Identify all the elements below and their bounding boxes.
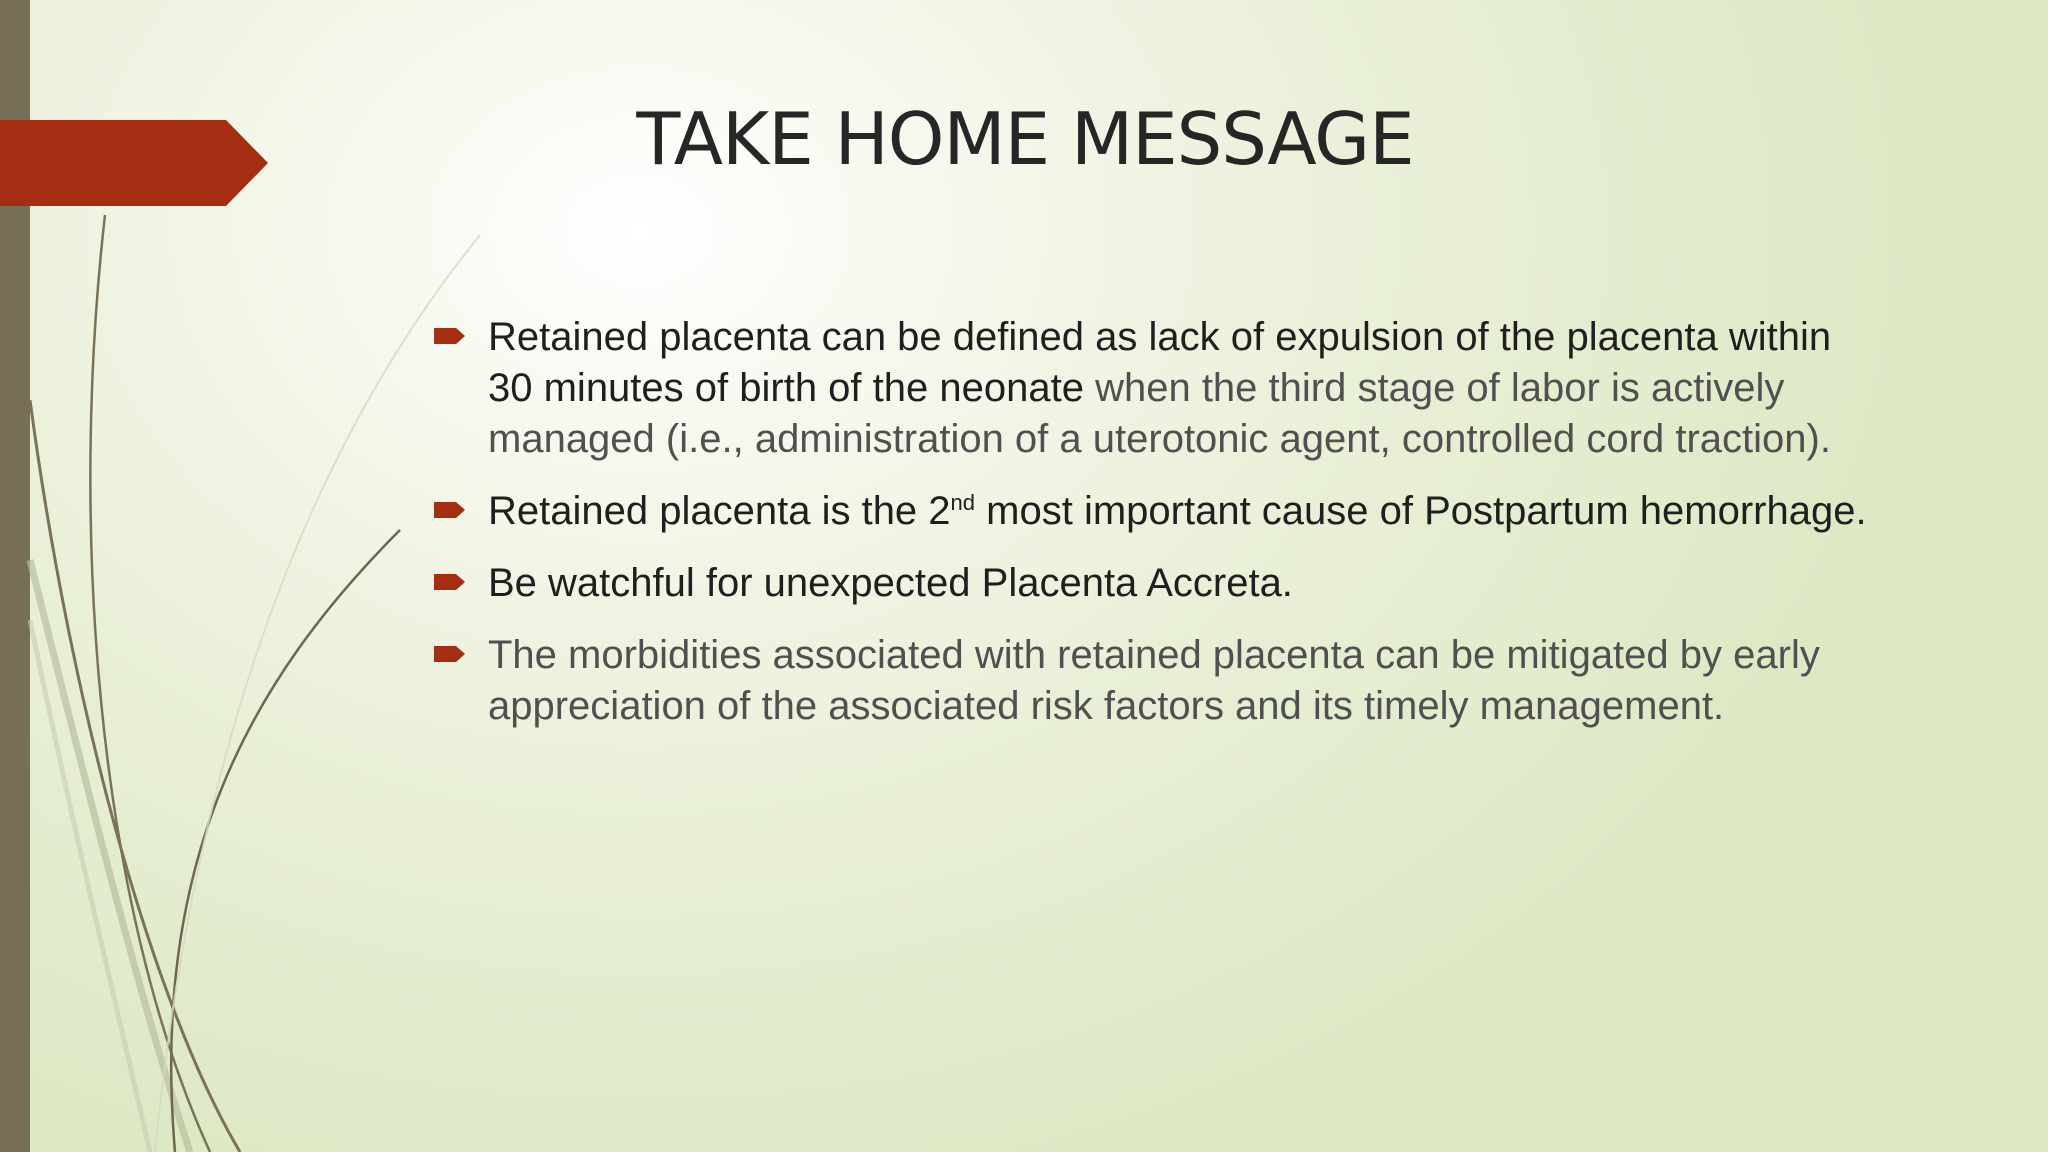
arrow-bullet-icon — [434, 325, 466, 347]
title-arrow-marker — [0, 0, 270, 220]
arrow-bullet-icon — [434, 499, 466, 521]
arrow-bullet-icon — [434, 643, 466, 665]
arrow-bullet-icon — [434, 571, 466, 593]
bullet-text: Retained placenta is the 2 — [488, 489, 951, 533]
bullet-text: most important cause of Postpartum hemorrhage. — [975, 489, 1867, 533]
bullet-item — [430, 558, 1880, 609]
bullet-item — [430, 486, 1880, 537]
ordinal-suffix: nd — [950, 490, 976, 515]
bullet-text: Retained placenta can be defined as lack of expulsion of the placenta within 30 minutes of birth of the neonate — [488, 315, 1832, 410]
bullet-text-muted: The morbidities associated with retained placenta can be mitigated by early appreciation of the associated risk factors and its timely management. — [488, 633, 1820, 728]
bullet-text-muted: when the third stage of labor is actively managed (i.e., administration of a uterotonic agent, controlled cord traction). — [488, 366, 1831, 461]
bullet-item — [430, 312, 1880, 465]
bullet-list — [430, 312, 1880, 753]
bullet-item — [430, 630, 1880, 732]
bullet-text: Be watchful for unexpected Placenta Accreta. — [488, 561, 1293, 605]
slide-title: TAKE HOME MESSAGE — [636, 97, 1414, 181]
